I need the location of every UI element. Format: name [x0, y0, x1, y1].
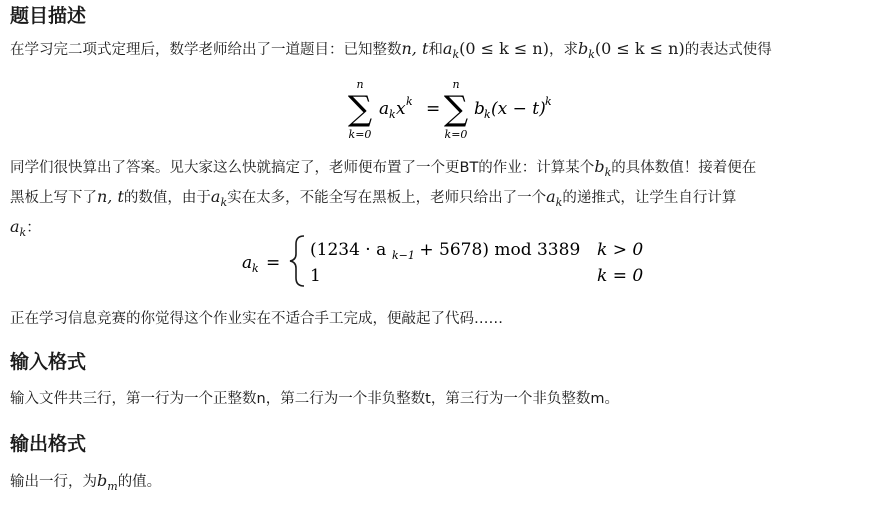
sum2-upper: n	[452, 78, 460, 91]
lhs-x-sup: k	[406, 95, 413, 108]
intro-bk-range: (0 ≤ k ≤ n)	[594, 39, 685, 58]
rec-equals: =	[266, 253, 281, 273]
story-bk: $b_k$	[594, 157, 612, 180]
intro-and: 和	[428, 42, 443, 58]
intro-vars: n, t	[401, 39, 429, 58]
story-ak: $a_k$	[210, 187, 228, 210]
story-text-5: 实在太多，不能全写在黑板上，老师只给出了一个	[227, 190, 547, 207]
case1-part-b: + 5678) mod 3389	[414, 240, 581, 260]
case2-cond: k = 0	[597, 266, 644, 286]
lhs-x: x	[396, 99, 406, 119]
description-intro	[10, 37, 772, 67]
cases-brace	[290, 236, 304, 286]
lhs-a: a	[379, 99, 390, 119]
case2-expr: 1	[310, 266, 321, 286]
story-vars: n, t	[97, 187, 124, 207]
case1-cond: k > 0	[597, 240, 644, 260]
intro-bk: $b_k(0 \le k \le n)$	[577, 39, 685, 62]
intro-mid: ，求	[548, 42, 578, 58]
intro-ak: $a_k(0 \le k \le n)$	[442, 39, 549, 62]
input-heading: 输入格式	[10, 351, 87, 373]
rhs-b: b	[474, 99, 485, 119]
story-text-7: ：	[26, 220, 41, 237]
intro-text-pre: 在学习完二项式定理后，数学老师给出了一道题目：已知整数	[10, 42, 402, 58]
sum2-lower: k=0	[444, 128, 468, 141]
intro-ak-range: (0 ≤ k ≤ n)	[459, 39, 549, 58]
story-text-1: 同学们很快算出了答案。见大家这么快就搞定了，老师便布置了一个更BT的作业：计算某个	[10, 160, 595, 176]
rec-lhs-a: a	[242, 253, 253, 273]
rhs-paren: (x − t)	[491, 99, 546, 119]
story-text-2: 的具体数值！接着便在	[611, 160, 757, 176]
story-ak2: $a_k$	[546, 187, 563, 210]
rec-lhs-sub: k	[252, 262, 259, 275]
case1-sub: k−1	[392, 249, 415, 262]
description-heading: 题目描述	[10, 5, 87, 27]
sum2-sigma: ∑	[443, 89, 469, 129]
recurrence-formula	[242, 230, 662, 290]
sum1-upper: n	[356, 78, 364, 91]
output-bm: $b_m$	[97, 471, 118, 494]
sum1-sigma: ∑	[347, 89, 373, 129]
sum1-lower: k=0	[348, 128, 372, 141]
input-text: 输入文件共三行，第一行为一个正整数n，第二行为一个非负整数t，第三行为一个非负整数m。	[10, 391, 619, 407]
description-ending: 正在学习信息竞赛的你觉得这个作业实在不适合手工完成，便敲起了代码……	[10, 311, 503, 327]
output-text-post: 的值。	[117, 474, 162, 490]
story-text-4: 的数值，由于	[123, 190, 211, 207]
lhs-a-sub: k	[389, 108, 396, 121]
output-text	[10, 469, 161, 499]
story-text-6: 的递推式，让学生自行计算	[562, 190, 737, 207]
case1-part-a: (1234 · a	[310, 240, 387, 260]
rhs-sup: k	[545, 95, 552, 108]
rhs-b-sub: k	[484, 108, 491, 121]
story-ak3: $a_k$	[10, 217, 27, 240]
story-text-3: 黑板上写下了	[10, 190, 97, 207]
output-heading: 输出格式	[10, 433, 87, 455]
output-text-pre: 输出一行，为	[10, 474, 97, 490]
intro-text-post: 的表达式使得	[684, 42, 772, 58]
binomial-identity-formula	[338, 76, 598, 142]
formula1-equals: =	[426, 99, 441, 119]
